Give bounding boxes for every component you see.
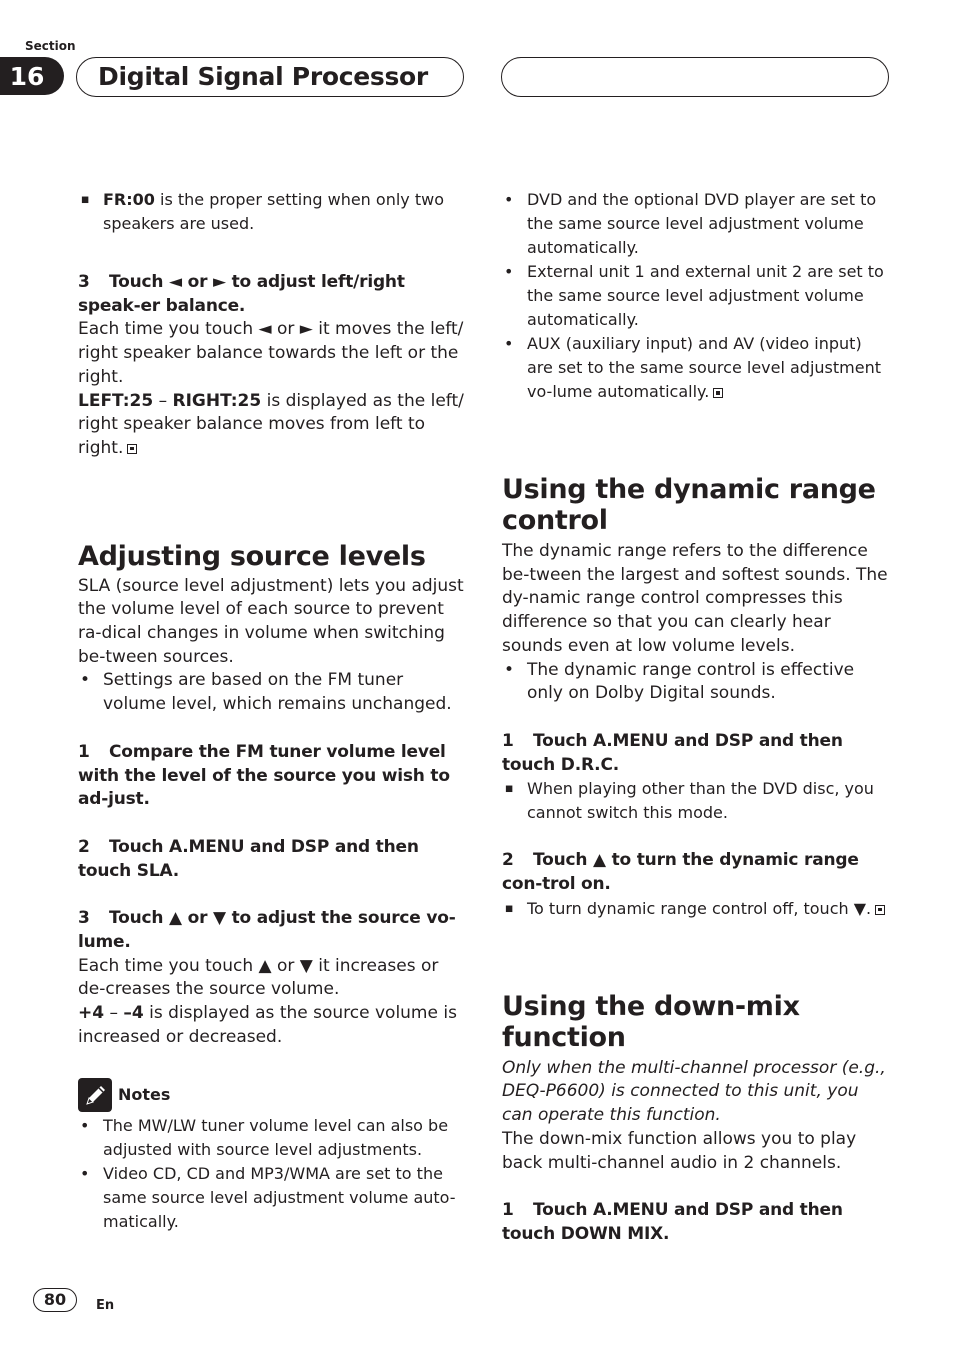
- source-level-bullet-text: AUX (auxiliary input) and AV (video input) are set to the same source level adjustment vo-lume automatically.: [527, 334, 881, 401]
- volume-display-rest: is displayed as the source volume is increased or decreased.: [78, 1003, 457, 1047]
- sla-step3-body: Each time you touch ▲ or ▼ it increases or de-creases the source volume.: [78, 955, 439, 1000]
- sla-step3-number: 3: [78, 908, 90, 929]
- balance-dash: –: [153, 390, 173, 411]
- drc-step2-number: 2: [502, 850, 514, 871]
- drc-step1-note: ■ When playing other than the DVD disc, you cannot switch this mode.: [502, 777, 890, 825]
- sla-bullet: • Settings are based on the FM tuner volume level, which remains unchanged.: [78, 669, 466, 716]
- volume-minus-value: –4: [123, 1003, 144, 1024]
- drc-step1-text: Touch A.MENU and DSP and then touch D.R.C.: [502, 730, 843, 775]
- drc-step2-note: [502, 897, 890, 921]
- sla-step3-text: Touch ▲ or ▼ to adjust the source vo-lume.: [78, 908, 456, 953]
- balance-left-value: LEFT:25: [78, 390, 154, 411]
- notes-label: Notes: [118, 1084, 171, 1104]
- intro-note: [78, 188, 466, 236]
- blank-header-box: [501, 57, 889, 97]
- sla-step1: [78, 741, 466, 812]
- end-of-section-icon: [713, 388, 723, 398]
- page-number: 80: [33, 1288, 77, 1312]
- balance-step-heading: [78, 271, 466, 318]
- balance-step-body: Each time you touch ◄ or ► it moves the left/ right speaker balance towards the left or the right.: [78, 319, 464, 387]
- sla-step3: [78, 907, 466, 954]
- balance-right-value: RIGHT:25: [172, 390, 262, 411]
- end-of-section-icon: [127, 444, 137, 454]
- drc-step1-number: 1: [502, 730, 514, 751]
- sla-intro: SLA (source level adjustment) lets you adjust the volume level of each source to prevent ra-dical changes in volume when switching be-tween sources.: [78, 575, 464, 667]
- sla-step2-number: 2: [78, 836, 90, 857]
- page-title: Digital Signal Processor: [76, 57, 464, 97]
- sla-step1-number: 1: [78, 741, 90, 762]
- drc-step1: [502, 730, 890, 777]
- notes-header: [78, 1078, 466, 1112]
- drc-bullet: • The dynamic range control is effective only on Dolby Digital sounds.: [502, 659, 890, 706]
- volume-plus-value: +4: [78, 1003, 105, 1024]
- intro-note-bold: FR:00: [103, 190, 155, 209]
- drc-step2: [502, 849, 890, 896]
- downmix-step1-number: 1: [502, 1200, 514, 1221]
- intro-note-text: is the proper setting when only two speakers are used.: [103, 190, 444, 233]
- downmix-heading: Using the down-mix function: [502, 990, 800, 1053]
- balance-display-rest: is displayed as the left/ right speaker balance moves from left to right.: [78, 390, 464, 458]
- drc-step2-note-text: To turn dynamic range control off, touch ▼.: [527, 898, 872, 918]
- balance-step-text: Touch ◄ or ► to adjust left/right speak-er balance.: [78, 272, 405, 316]
- notes-pencil-icon: [78, 1078, 112, 1112]
- balance-display-text: [78, 390, 466, 461]
- downmix-body: The down-mix function allows you to play back multi-channel audio in 2 channels.: [502, 1128, 857, 1173]
- sla-heading: Adjusting source levels: [78, 540, 426, 572]
- note-item: • Video CD, CD and MP3/WMA are set to the same source level adjustment volume auto-matically.: [78, 1162, 466, 1234]
- sla-step1-text: Compare the FM tuner volume level with the level of the source you wish to ad-just.: [78, 741, 450, 810]
- volume-dash: –: [104, 1003, 124, 1024]
- sla-step2-text: Touch A.MENU and DSP and then touch SLA.: [78, 836, 419, 881]
- source-level-bullet: • DVD and the optional DVD player are set to the same source level adjustment volume automatically.: [502, 188, 890, 260]
- balance-step-number: 3: [78, 272, 90, 292]
- downmix-step1: [502, 1199, 890, 1246]
- source-level-bullet: • External unit 1 and external unit 2 are set to the same source level adjustment volume automatically.: [502, 260, 890, 332]
- right-column: [502, 188, 890, 1247]
- source-level-bullet: [502, 332, 890, 404]
- drc-intro: The dynamic range refers to the difference be-tween the largest and softest sounds. The dy-namic range control compresses this difference so that you can clearly hear sounds even at low volume levels.: [502, 541, 888, 656]
- note-item: • The MW/LW tuner volume level can also be adjusted with source level adjustments.: [78, 1114, 466, 1162]
- drc-step2-text: Touch ▲ to turn the dynamic range con-trol on.: [502, 850, 859, 895]
- end-of-section-icon: [875, 905, 885, 915]
- language-code: En: [96, 1298, 115, 1313]
- section-number-badge: 16: [0, 57, 64, 95]
- downmix-condition: Only when the multi-channel processor (e.g., DEQ-P6600) is connected to this unit, you can operate this function.: [502, 1057, 886, 1126]
- downmix-step1-text: Touch A.MENU and DSP and then touch DOWN MIX.: [502, 1200, 843, 1244]
- left-column: [78, 188, 466, 1234]
- drc-heading: Using the dynamic range control: [502, 474, 876, 536]
- sla-step2: [78, 836, 466, 883]
- section-label: Section: [25, 39, 76, 53]
- volume-display-text: [78, 1002, 466, 1049]
